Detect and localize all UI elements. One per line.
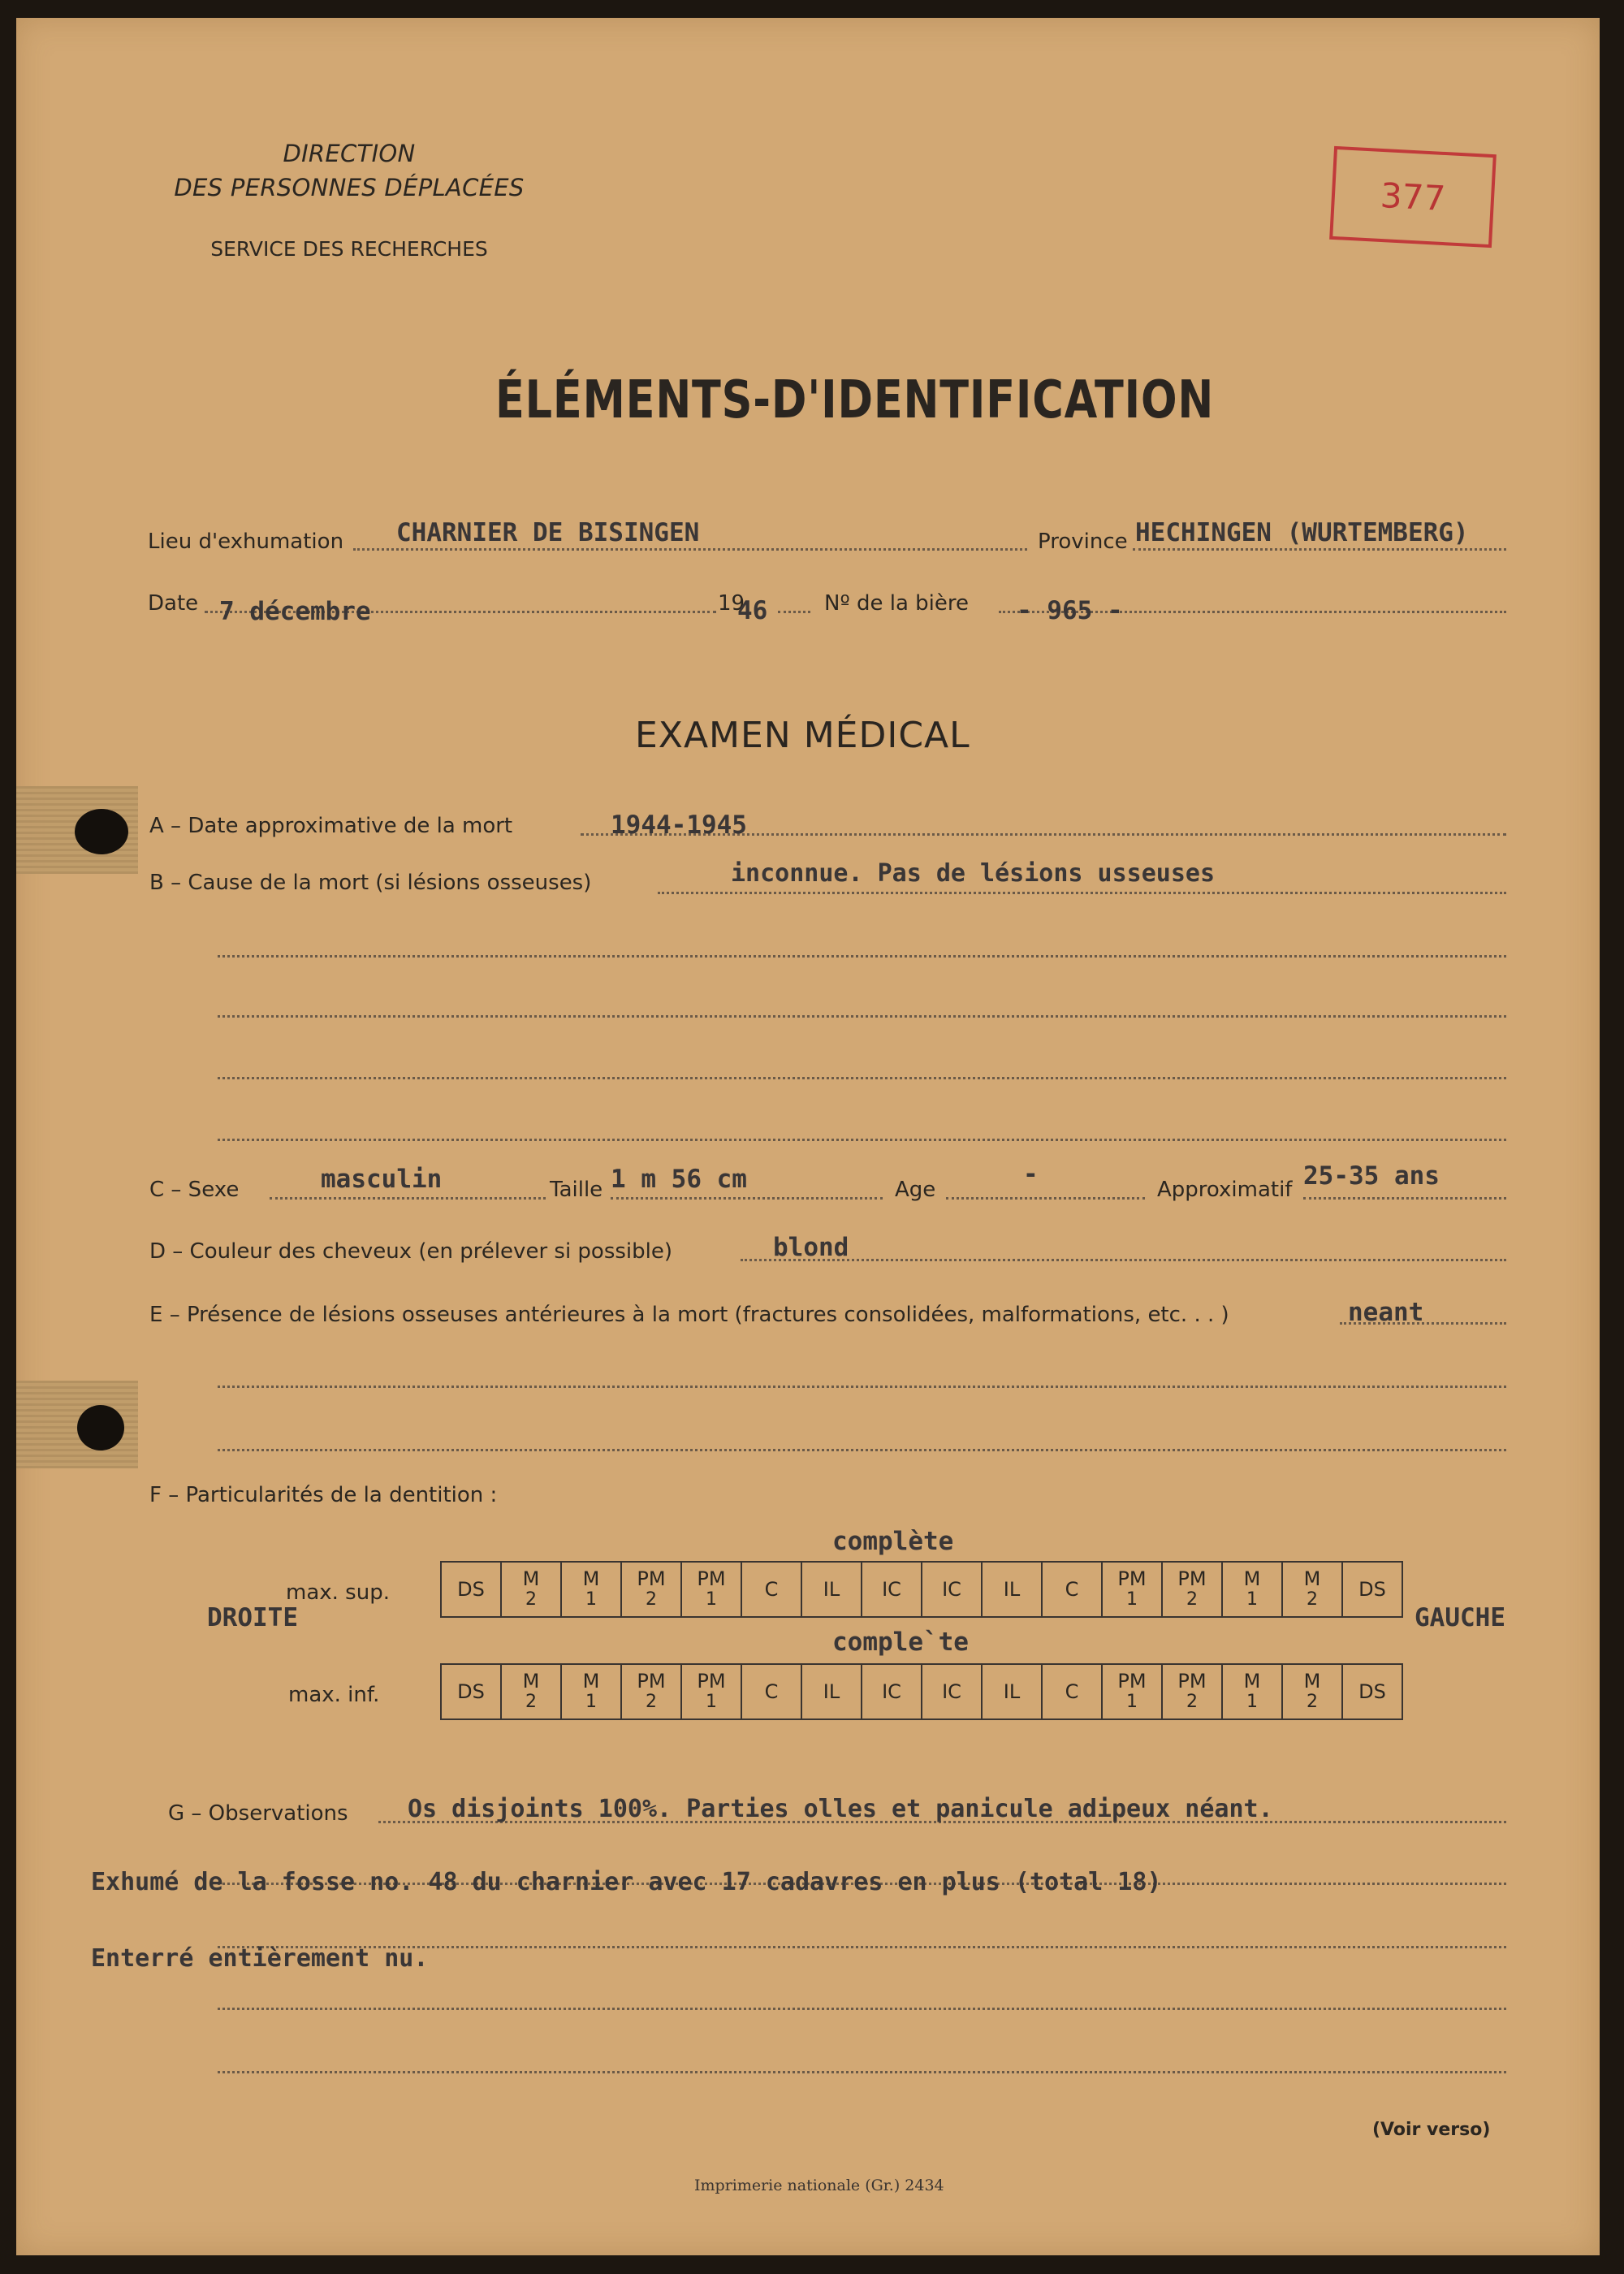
tooth-code: IL xyxy=(1003,1578,1021,1601)
c-age-value: - xyxy=(1023,1160,1039,1189)
tooth-number: 2 xyxy=(525,1692,537,1712)
year-value: 46 xyxy=(737,596,768,625)
tooth-cell xyxy=(801,1664,862,1719)
tooth-code: M xyxy=(582,1670,600,1693)
tooth-number: 2 xyxy=(646,1589,657,1610)
biere-value: - 965 - xyxy=(1017,596,1123,625)
c-approx-value: 25-35 ans xyxy=(1303,1161,1440,1191)
punch-hole xyxy=(77,1405,124,1450)
tooth-cell xyxy=(1102,1562,1162,1617)
tooth-cell xyxy=(741,1664,801,1719)
tooth-code: M xyxy=(522,1567,540,1590)
tooth-code: M xyxy=(1243,1670,1261,1693)
dotted-line xyxy=(741,1259,1506,1261)
tooth-number: 1 xyxy=(706,1692,717,1712)
exam-title: EXAMEN MÉDICAL xyxy=(635,715,970,756)
tooth-code: M xyxy=(1303,1567,1321,1590)
dotted-line xyxy=(778,611,810,613)
tooth-cell xyxy=(922,1664,982,1719)
tooth-code: DS xyxy=(457,1578,485,1601)
upper-teeth-chart xyxy=(440,1561,1403,1618)
tooth-code: C xyxy=(1065,1578,1079,1601)
dotted-line xyxy=(218,955,1506,958)
tooth-number: 1 xyxy=(1126,1589,1138,1610)
tooth-number: 2 xyxy=(525,1589,537,1610)
province-value: HECHINGEN (WURTEMBERG) xyxy=(1135,518,1469,547)
tooth-number: 2 xyxy=(1307,1692,1318,1712)
tooth-code: DS xyxy=(457,1680,485,1703)
form-sheet xyxy=(16,18,1600,2255)
b-label: B – Cause de la mort (si lésions osseuses) xyxy=(149,871,592,895)
c-sexe-value: masculin xyxy=(321,1165,443,1194)
right-side-label: DROITE xyxy=(207,1603,298,1632)
tooth-code: IL xyxy=(823,1578,840,1601)
tooth-code: M xyxy=(522,1670,540,1693)
tooth-cell xyxy=(441,1562,501,1617)
tooth-cell xyxy=(982,1664,1042,1719)
tooth-cell xyxy=(1042,1664,1102,1719)
tooth-number: 2 xyxy=(646,1692,657,1712)
d-label: D – Couleur des cheveux (en prélever si possible) xyxy=(149,1239,673,1264)
punch-hole xyxy=(75,809,128,854)
province-label: Province xyxy=(1038,530,1128,554)
tooth-code: M xyxy=(582,1567,600,1590)
dotted-line xyxy=(946,1197,1145,1200)
tooth-cell xyxy=(1282,1562,1342,1617)
dotted-line xyxy=(1303,1197,1506,1200)
dotted-line xyxy=(218,2071,1506,2073)
e-label: E – Présence de lésions osseuses antérieures à la mort (fractures consolidées, malformations, etc. . . ) xyxy=(149,1303,1229,1327)
tooth-number: 1 xyxy=(585,1692,597,1712)
upper-note: complète xyxy=(832,1527,954,1556)
page-title: ÉLÉMENTS-D'IDENTIFICATION xyxy=(495,370,1215,430)
c-approx-label: Approximatif xyxy=(1157,1178,1293,1202)
left-side-label: GAUCHE xyxy=(1415,1603,1505,1632)
tooth-code: C xyxy=(764,1680,779,1703)
dotted-line xyxy=(270,1197,546,1200)
tooth-code: PM xyxy=(697,1670,726,1693)
tooth-number: 1 xyxy=(585,1589,597,1610)
tooth-number: 1 xyxy=(1246,1692,1258,1712)
tooth-cell xyxy=(982,1562,1042,1617)
tooth-cell xyxy=(1282,1664,1342,1719)
tooth-code: C xyxy=(764,1578,779,1601)
tooth-code: PM xyxy=(1117,1670,1147,1693)
printer-imprint: Imprimerie nationale (Gr.) 2434 xyxy=(694,2177,944,2194)
tooth-number: 2 xyxy=(1186,1692,1198,1712)
tooth-code: PM xyxy=(1117,1567,1147,1590)
dotted-line xyxy=(658,892,1506,894)
tooth-code: DS xyxy=(1358,1680,1386,1703)
tooth-cell xyxy=(1042,1562,1102,1617)
dotted-line xyxy=(218,1386,1506,1388)
tooth-number: 1 xyxy=(1126,1692,1138,1712)
dotted-line xyxy=(1133,548,1506,551)
tooth-code: IC xyxy=(942,1680,961,1703)
tooth-cell xyxy=(741,1562,801,1617)
date-value: 7 décembre xyxy=(219,597,371,626)
tooth-cell xyxy=(1162,1562,1222,1617)
tooth-code: IC xyxy=(942,1578,961,1601)
c-label: C – Sexe xyxy=(149,1178,240,1202)
tooth-cell xyxy=(501,1664,561,1719)
c-taille-value: 1 m 56 cm xyxy=(611,1165,747,1194)
tooth-code: PM xyxy=(637,1670,666,1693)
a-value: 1944-1945 xyxy=(611,811,747,840)
tooth-cell xyxy=(681,1664,741,1719)
tooth-cell xyxy=(621,1562,681,1617)
tooth-code: DS xyxy=(1358,1578,1386,1601)
observations-line-3: Enterré entièrement nu. xyxy=(91,1944,429,1973)
red-stamp-number: 377 xyxy=(1329,146,1497,248)
tooth-number: 2 xyxy=(1307,1589,1318,1610)
tooth-cell xyxy=(1102,1664,1162,1719)
year-prefix: 19 xyxy=(718,591,745,616)
tooth-cell xyxy=(501,1562,561,1617)
dotted-line xyxy=(218,1139,1506,1141)
a-label: A – Date approximative de la mort xyxy=(149,814,513,838)
e-value: neant xyxy=(1348,1298,1424,1327)
tooth-cell xyxy=(1342,1664,1402,1719)
g-label: G – Observations xyxy=(168,1801,348,1826)
tooth-cell xyxy=(862,1562,922,1617)
tooth-cell xyxy=(681,1562,741,1617)
c-age-label: Age xyxy=(895,1178,936,1202)
lower-jaw-label: max. inf. xyxy=(288,1683,380,1707)
dotted-line xyxy=(218,1015,1506,1018)
tooth-cell xyxy=(561,1562,621,1617)
d-value: blond xyxy=(773,1233,849,1262)
lieu-value: CHARNIER DE BISINGEN xyxy=(396,518,700,547)
tooth-code: M xyxy=(1243,1567,1261,1590)
dotted-line xyxy=(218,2008,1506,2010)
tooth-cell xyxy=(801,1562,862,1617)
tooth-code: PM xyxy=(1177,1670,1207,1693)
tooth-code: PM xyxy=(697,1567,726,1590)
date-label: Date xyxy=(148,591,199,616)
tooth-number: 1 xyxy=(1246,1589,1258,1610)
tooth-cell xyxy=(561,1664,621,1719)
tooth-number: 2 xyxy=(1186,1589,1198,1610)
tooth-code: M xyxy=(1303,1670,1321,1693)
tooth-cell xyxy=(1162,1664,1222,1719)
tooth-code: IL xyxy=(1003,1680,1021,1703)
tooth-code: PM xyxy=(1177,1567,1207,1590)
biere-label: Nº de la bière xyxy=(824,591,969,616)
dotted-line xyxy=(218,1077,1506,1079)
dotted-line xyxy=(218,1449,1506,1451)
lower-note: comple`te xyxy=(832,1628,969,1657)
tooth-cell xyxy=(621,1664,681,1719)
dotted-line xyxy=(611,1197,883,1200)
upper-jaw-label: max. sup. xyxy=(286,1580,390,1605)
tooth-cell xyxy=(862,1664,922,1719)
voir-verso: (Voir verso) xyxy=(1372,2120,1491,2140)
tooth-cell xyxy=(1342,1562,1402,1617)
lieu-label: Lieu d'exhumation xyxy=(148,530,344,554)
header-personnes: DES PERSONNES DÉPLACÉES xyxy=(174,174,525,201)
tooth-code: IC xyxy=(882,1680,901,1703)
observations-line-2: Exhumé de la fosse no. 48 du charnier avec 17 cadavres en plus (total 18) xyxy=(91,1868,1162,1896)
lower-teeth-chart xyxy=(440,1663,1403,1720)
header-direction: DIRECTION xyxy=(283,140,416,167)
tooth-cell xyxy=(1222,1562,1282,1617)
tooth-cell xyxy=(1222,1664,1282,1719)
tooth-code: C xyxy=(1065,1680,1079,1703)
f-label: F – Particularités de la dentition : xyxy=(149,1483,498,1507)
dotted-line xyxy=(353,548,1027,551)
c-taille-label: Taille xyxy=(550,1178,603,1202)
tooth-code: IC xyxy=(882,1578,901,1601)
tooth-code: PM xyxy=(637,1567,666,1590)
observations-line-1: Os disjoints 100%. Parties olles et panicule adipeux néant. xyxy=(408,1795,1273,1823)
header-service: SERVICE DES RECHERCHES xyxy=(210,237,488,261)
tooth-number: 1 xyxy=(706,1589,717,1610)
tooth-cell xyxy=(441,1664,501,1719)
tooth-code: IL xyxy=(823,1680,840,1703)
tooth-cell xyxy=(922,1562,982,1617)
b-value: inconnue. Pas de lésions usseuses xyxy=(731,859,1216,888)
